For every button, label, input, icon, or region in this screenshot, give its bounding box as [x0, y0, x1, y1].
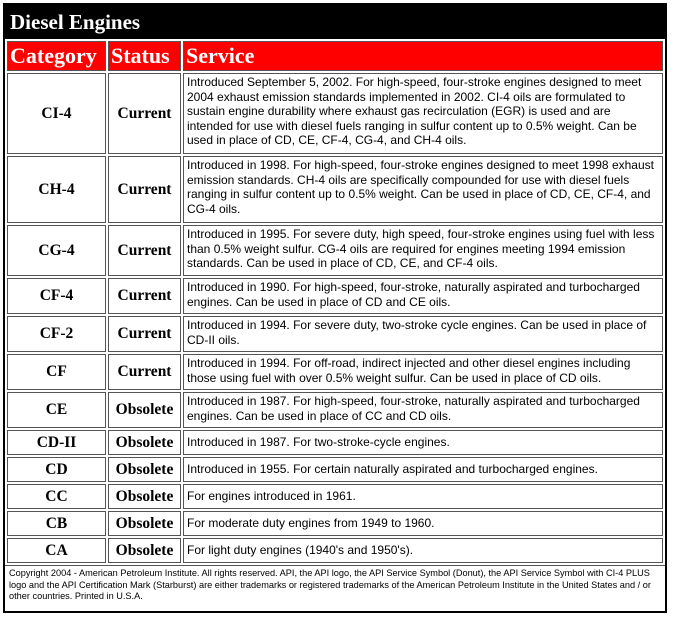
category-cell: CD-II — [7, 430, 106, 455]
header-row — [7, 41, 663, 71]
category-cell: CD — [7, 457, 106, 482]
service-cell: Introduced September 5, 2002. For high-speed, four-stroke engines designed to meet 2004 exhaust emission standards implemented in 2002. CI-4 oils are formulated to sustain engine durability where exhaust gas recirculation (EGR) is used and are intended for use with diesel fuels ranging in sulfur content up to 0.5% weight. Can be used in place of CD, CE, CF-4, CG-4, and CH-4 oils. — [183, 73, 663, 154]
status-cell: Obsolete — [108, 392, 181, 428]
table-row — [7, 316, 663, 352]
table-row — [7, 156, 663, 223]
service-cell: Introduced in 1998. For high-speed, four-stroke engines designed to meet 1998 exhaust emission standards. CH-4 oils are specifically compounded for use with diesel fuels ranging in sulfur content up to 0.5% weight. Can be used in place of CD, CE, CF-4, and CG-4 oils. — [183, 156, 663, 223]
table-row — [7, 457, 663, 482]
service-cell: Introduced in 1994. For severe duty, two-stroke cycle engines. Can be used in place of CD-II oils. — [183, 316, 663, 352]
copyright-footer: Copyright 2004 - American Petroleum Institute. All rights reserved. API, the API logo, the API Service Symbol (Donut), the API Service Symbol with CI-4 PLUS logo and the API Certification Mark (Starburst) are either trademarks or registered trademarks of the American Petroleum Institute in the United States and / or other countries. Printed in U.S.A. — [5, 565, 665, 605]
table-row — [7, 73, 663, 154]
table-row — [7, 354, 663, 390]
category-cell: CF-2 — [7, 316, 106, 352]
service-cell: For engines introduced in 1961. — [183, 484, 663, 509]
category-cell: CC — [7, 484, 106, 509]
category-cell: CF — [7, 354, 106, 390]
table-row — [7, 225, 663, 276]
service-cell: Introduced in 1955. For certain naturally aspirated and turbocharged engines. — [183, 457, 663, 482]
status-cell: Current — [108, 278, 181, 314]
service-cell: Introduced in 1990. For high-speed, four-stroke, naturally aspirated and turbocharged engines. Can be used in place of CD and CE oils. — [183, 278, 663, 314]
service-cell: Introduced in 1994. For off-road, indirect injected and other diesel engines including those using fuel with over 0.5% weight sulfur. Can be used in place of CD oils. — [183, 354, 663, 390]
status-cell: Obsolete — [108, 538, 181, 563]
service-cell: For moderate duty engines from 1949 to 1960. — [183, 511, 663, 536]
engine-category-table — [5, 39, 665, 565]
status-cell: Current — [108, 156, 181, 223]
category-cell: CG-4 — [7, 225, 106, 276]
table-row — [7, 392, 663, 428]
table-row — [7, 430, 663, 455]
category-cell: CH-4 — [7, 156, 106, 223]
page-title: Diesel Engines — [5, 5, 665, 39]
column-header-service: Service — [183, 41, 663, 71]
category-cell: CA — [7, 538, 106, 563]
service-cell: Introduced in 1995. For severe duty, high speed, four-stroke engines using fuel with less than 0.5% weight sulfur. CG-4 oils are required for engines meeting 1994 emission standards. Can be used in place of CD, CE, and CF-4 oils. — [183, 225, 663, 276]
status-cell: Obsolete — [108, 511, 181, 536]
status-cell: Current — [108, 225, 181, 276]
service-cell: Introduced in 1987. For high-speed, four-stroke, naturally aspirated and turbocharged engines. Can be used in place of CC and CD oils. — [183, 392, 663, 428]
category-cell: CI-4 — [7, 73, 106, 154]
table-row — [7, 278, 663, 314]
column-header-status: Status — [108, 41, 181, 71]
status-cell: Current — [108, 73, 181, 154]
status-cell: Obsolete — [108, 457, 181, 482]
status-cell: Obsolete — [108, 430, 181, 455]
status-cell: Current — [108, 316, 181, 352]
diesel-engines-panel — [3, 3, 667, 613]
table-row — [7, 484, 663, 509]
table-row — [7, 538, 663, 563]
category-cell: CE — [7, 392, 106, 428]
table-row — [7, 511, 663, 536]
service-cell: For light duty engines (1940's and 1950's). — [183, 538, 663, 563]
category-cell: CB — [7, 511, 106, 536]
column-header-category: Category — [7, 41, 106, 71]
status-cell: Obsolete — [108, 484, 181, 509]
category-cell: CF-4 — [7, 278, 106, 314]
status-cell: Current — [108, 354, 181, 390]
service-cell: Introduced in 1987. For two-stroke-cycle engines. — [183, 430, 663, 455]
